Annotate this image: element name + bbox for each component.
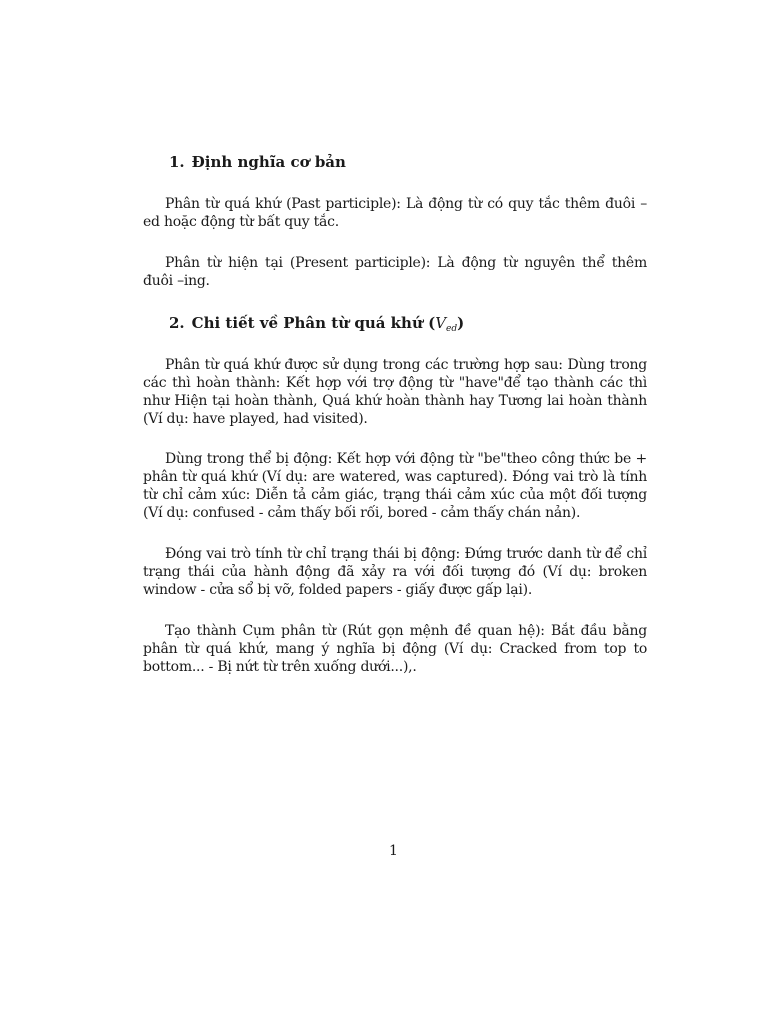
section-title: Định nghĩa cơ bản — [191, 153, 346, 171]
section-1-heading — [143, 153, 647, 171]
paragraph-4 — [143, 450, 647, 522]
paragraph-text: Phân từ quá khứ (Past participle): Là động từ có quy tắc thêm đuôi –ed hoặc động từ bất quy tắc. — [143, 196, 647, 230]
section-heading — [143, 314, 647, 338]
paragraph-1 — [143, 195, 647, 231]
math-main: V — [435, 314, 447, 332]
section-title-close: ) — [457, 314, 465, 332]
paragraph-text: Phân từ quá khứ được sử dụng trong các trường hợp sau: Dùng trong các thì hoàn thành: Kết hợp với trợ động từ "have"để tạo thành các thì như Hiện tại hoàn thành, Quá khứ hoàn thành hay Tương lai hoàn thành (Ví dụ: have played, had visited). — [143, 357, 647, 427]
paragraph-5 — [143, 545, 647, 599]
paragraph-3 — [143, 356, 647, 428]
section-heading — [143, 153, 647, 171]
section-number: 1. — [169, 153, 185, 171]
paragraph-text: Đóng vai trò tính từ chỉ trạng thái bị động: Đứng trước danh từ để chỉ trạng thái của hành động đã xảy ra với đối tượng đó (Ví dụ: broken window - cửa sổ bị vỡ, folded papers - giấy được gấp lại). — [143, 546, 647, 598]
paragraph-text: Phân từ hiện tại (Present participle): Là động từ nguyên thể thêm đuôi –ing. — [143, 255, 647, 289]
page-number: 1 — [389, 843, 398, 859]
math-subscript-term — [435, 314, 457, 332]
paragraph-2 — [143, 254, 647, 290]
paragraph-6 — [143, 622, 647, 676]
math-sub: ed — [446, 324, 458, 334]
paragraph-text: Dùng trong thể bị động: Kết hợp với động từ "be"theo công thức be + phân từ quá khứ (Ví dụ: are watered, was captured). Đóng vai trò là tính từ chỉ cảm xúc: Diễn tả cảm giác, trạng thái cảm xúc của một đối tượng (Ví dụ: confused - cảm thấy bối rối, bored - cảm thấy chán nản). — [143, 451, 647, 521]
section-title: Chi tiết về Phân từ quá khứ ( — [191, 314, 436, 332]
paragraph-text: Tạo thành Cụm phân từ (Rút gọn mệnh đề quan hệ): Bắt đầu bằng phân từ quá khứ, mang ý nghĩa bị động (Ví dụ: Cracked from top to bottom... - Bị nứt từ trên xuống dưới...),. — [143, 623, 647, 675]
section-2-heading — [143, 314, 647, 338]
section-number: 2. — [169, 314, 185, 332]
